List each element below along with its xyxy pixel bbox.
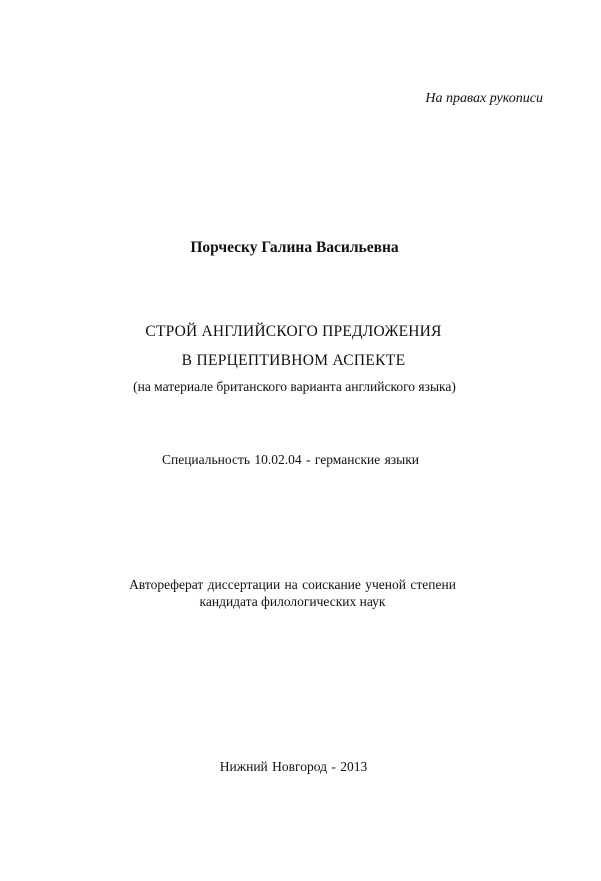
specialty-line: Специальность 10.02.04 - германские языки — [161, 452, 419, 467]
city-year: Нижний Новгород - 2013 — [219, 759, 368, 774]
abstract-description-line-2: кандидата филологических наук — [199, 594, 386, 609]
dissertation-title-line-1: СТРОЙ АНГЛИЙСКОГО ПРЕДЛОЖЕНИЯ — [145, 323, 442, 340]
dissertation-title-line-2: В ПЕРЦЕПТИВНОМ АСПЕКТЕ — [181, 352, 406, 369]
author-name: Порческу Галина Васильевна — [190, 239, 399, 256]
abstract-description-line-1: Автореферат диссертации на соискание ученой степени — [129, 577, 456, 592]
manuscript-notice: На правах рукописи — [425, 91, 543, 106]
dissertation-subtitle: (на материале британского варианта английского языка) — [133, 379, 456, 394]
